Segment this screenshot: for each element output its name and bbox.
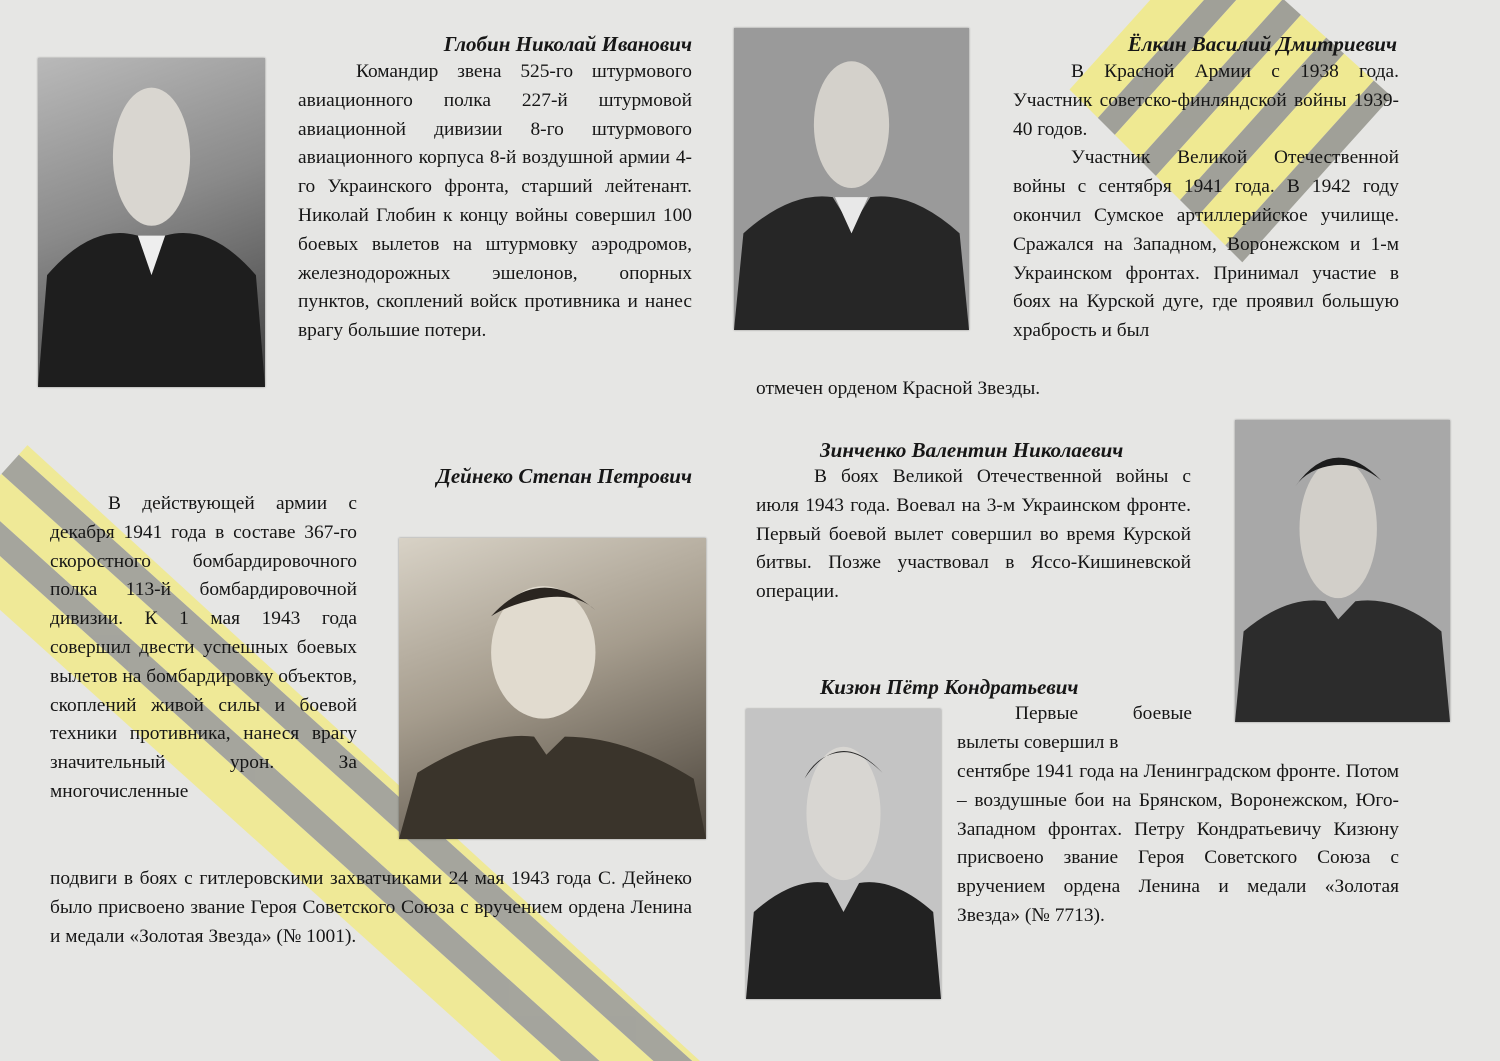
hero-bio-yolkin-continued: отмечен орденом Красной Звезды.: [756, 378, 1041, 399]
hero-bio-deineko-continued: [50, 865, 692, 951]
hero-name-yolkin: Ёлкин Василий Дмитриевич: [1127, 32, 1397, 56]
portrait-photo-zinchenko: [1235, 420, 1450, 722]
bio-paragraph: подвиги в боях с гитлеровскими захватчиками 24 мая 1943 года С. Дейнеко было присвоено звание Героя Советского Союза с вручением ордена Ленина и медали «Золотая Звезда» (№ 1001).: [50, 868, 692, 947]
hero-bio-globin: [298, 58, 692, 346]
bio-paragraph: В Красной Армии с 1938 года. Участник советско-финляндской войны 1939-40 годов.: [1013, 61, 1399, 140]
hero-bio-kizyun: [957, 700, 1192, 758]
hero-bio-kizyun-continued: [957, 758, 1399, 931]
portrait-photo-deineko: [399, 538, 706, 839]
hero-bio-zinchenko: [756, 463, 1191, 607]
hero-name-globin: Глобин Николай Иванович: [443, 32, 692, 56]
hero-name-deineko: Дейнеко Степан Петрович: [436, 464, 692, 488]
bio-paragraph: Первые боевые вылеты совершил в: [957, 703, 1192, 753]
bio-paragraph: В боях Великой Отечественной войны с июля 1943 года. Воевал на 3-м Украинском фронте. Первый боевой вылет совершил во время Курской битвы. Позже участвовал в Яссо-Кишиневской операции.: [756, 466, 1191, 603]
bio-paragraph: Командир звена 525-го штурмового авиационного полка 227-й штурмовой авиационной дивизии 8-го штурмового авиационного корпуса 8-й воздушной армии 4-го Украинского фронта, старший лейтенант. Николай Глобин к концу войны совершил 100 боевых вылетов на штурмовку аэродромов, железнодорожных эшелонов, опорных пунктов, скоплений войск противника и нанес врагу большие потери.: [298, 61, 692, 342]
bio-paragraph: сентябре 1941 года на Ленинградском фронте. Потом – воздушные бои на Брянском, Воронежском, Юго-Западном фронтах. Петру Кондратьевичу Кизюну присвоено звание Героя Советского Союза с вручением ордена Ленина и медали «Золотая Звезда» (№ 7713).: [957, 761, 1399, 926]
bio-paragraph: Участник Великой Отечественной войны с сентября 1941 года. В 1942 году окончил Сумское артиллерийское училище. Сражался на Западном, Воронежском и 1-м Украинском фронтах. Принимал участие в боях на Курской дуге, где проявил большую храбрость и был: [1013, 147, 1399, 342]
portrait-photo-globin: [38, 58, 265, 387]
hero-bio-yolkin: [1013, 58, 1399, 346]
hero-name-zinchenko: Зинченко Валентин Николаевич: [820, 438, 1124, 462]
hero-name-kizyun: Кизюн Пётр Кондратьевич: [820, 675, 1079, 699]
portrait-photo-yolkin: [734, 28, 969, 330]
hero-bio-deineko: [50, 490, 357, 807]
portrait-photo-kizyun: [746, 709, 941, 999]
bio-paragraph: В действующей армии с декабря 1941 года в составе 367-го скоростного бомбардировочного полка 113-й бомбардировочной дивизии. К 1 мая 1943 года совершил двести успешных боевых вылетов на бомбардировку объектов, скоплений живой силы и боевой техники противника, нанеся врагу значительный урон. За многочисленные: [50, 493, 357, 802]
